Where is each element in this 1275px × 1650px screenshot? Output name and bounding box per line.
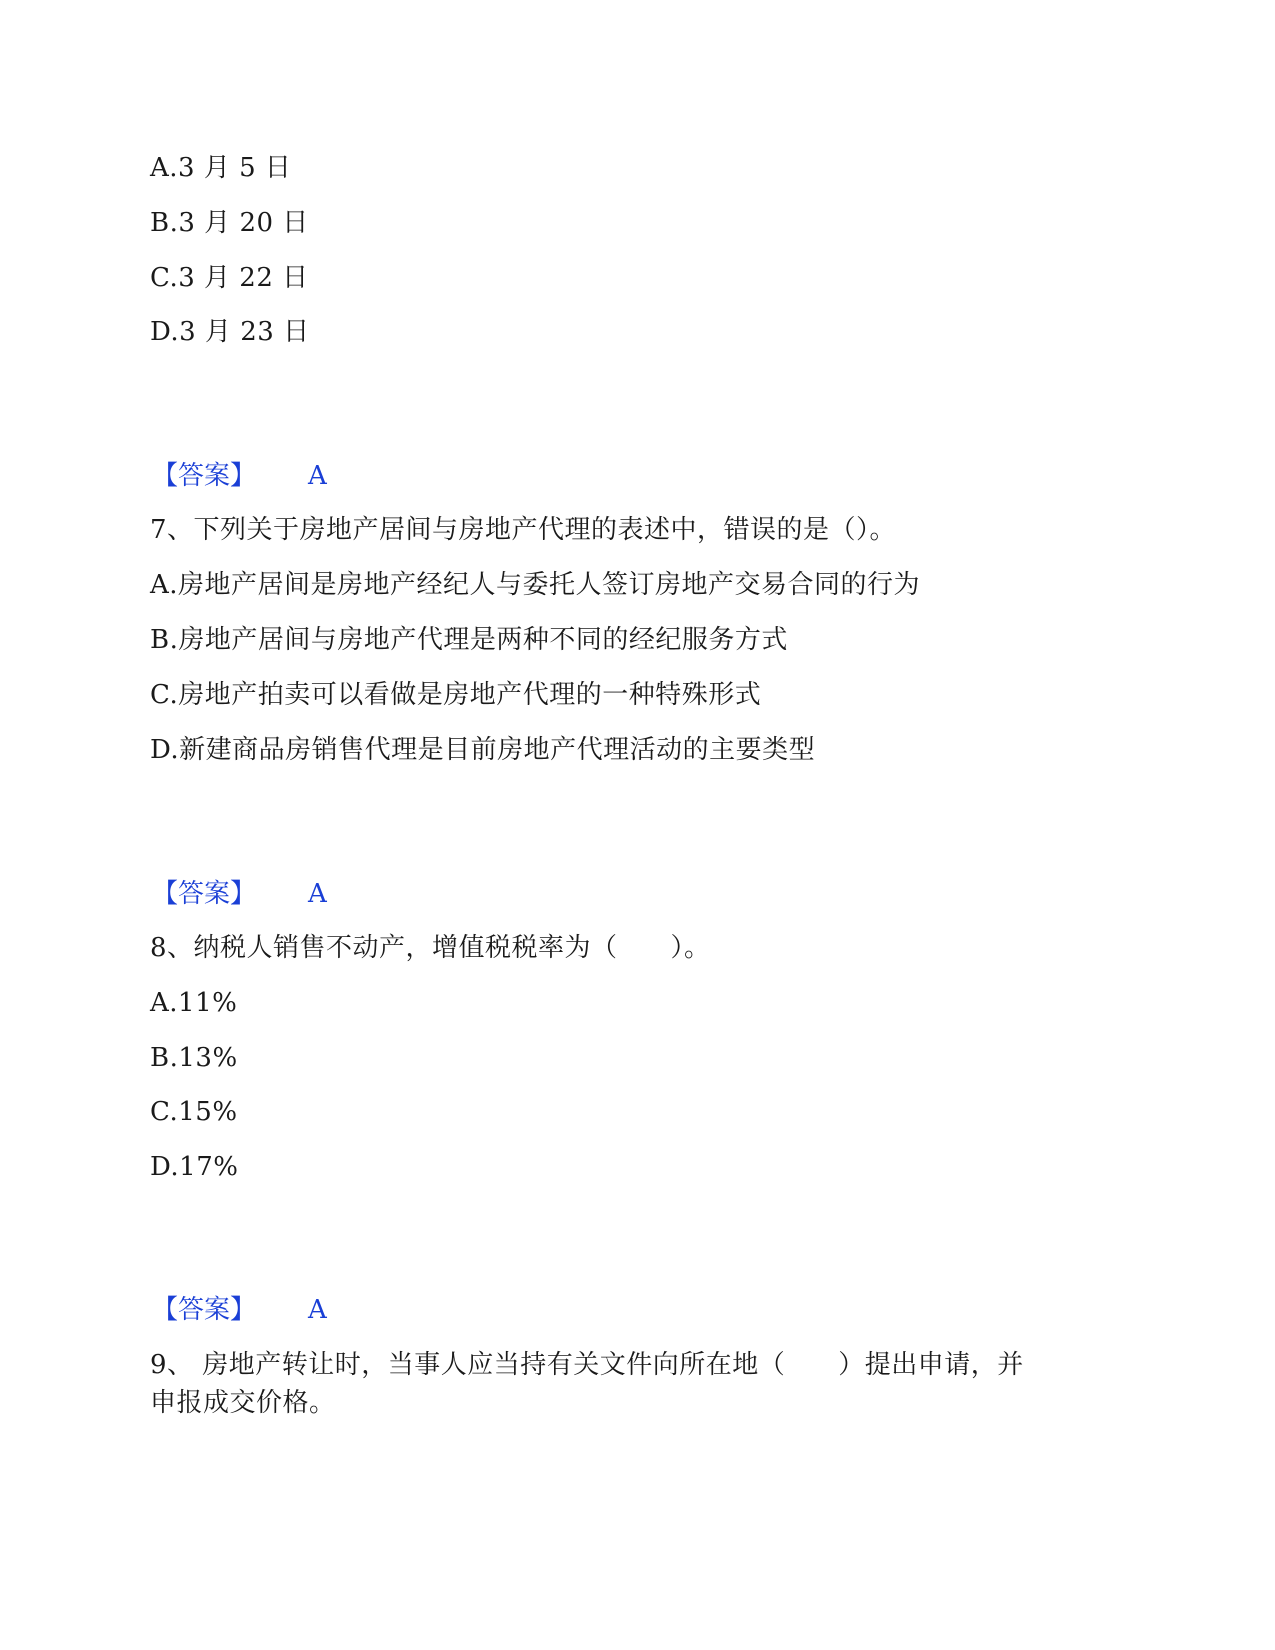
answer-label: 【答案】	[152, 461, 257, 491]
q7-option-a: A.房地产居间是房地产经纪人与委托人签订房地产交易合同的行为	[150, 570, 921, 600]
answer-label: 【答案】	[152, 1295, 257, 1325]
q6-option-c: C.3 月 22 日	[150, 263, 309, 293]
q6-option-a: A.3 月 5 日	[150, 153, 292, 183]
q6-option-b: B.3 月 20 日	[150, 208, 309, 238]
q6-option-d: D.3 月 23 日	[150, 317, 310, 347]
q8-option-d: D.17%	[150, 1152, 239, 1182]
q7-answer	[152, 876, 327, 912]
q7-option-b: B.房地产居间与房地产代理是两种不同的经纪服务方式	[150, 625, 788, 655]
answer-label: 【答案】	[152, 879, 257, 909]
q7-option-d: D.新建商品房销售代理是目前房地产代理活动的主要类型	[150, 735, 816, 765]
q8-option-a: A.11%	[150, 988, 238, 1018]
q9-stem-line2: 申报成交价格。	[150, 1388, 336, 1418]
answer-value: A	[308, 879, 327, 909]
answer-value: A	[308, 461, 327, 491]
q8-stem: 8、纳税人销售不动产，增值税税率为（ ）。	[150, 933, 711, 963]
q8-option-c: C.15%	[150, 1097, 238, 1127]
answer-value: A	[308, 1295, 327, 1325]
q8-answer	[152, 1292, 327, 1328]
q9-stem-line1: 9、 房地产转让时，当事人应当持有关文件向所在地（ ）提出申请，并	[150, 1350, 1024, 1380]
q6-answer	[152, 458, 327, 494]
q7-stem: 7、下列关于房地产居间与房地产代理的表述中，错误的是（）。	[150, 515, 897, 545]
q8-option-b: B.13%	[150, 1043, 238, 1073]
q7-option-c: C.房地产拍卖可以看做是房地产代理的一种特殊形式	[150, 680, 762, 710]
